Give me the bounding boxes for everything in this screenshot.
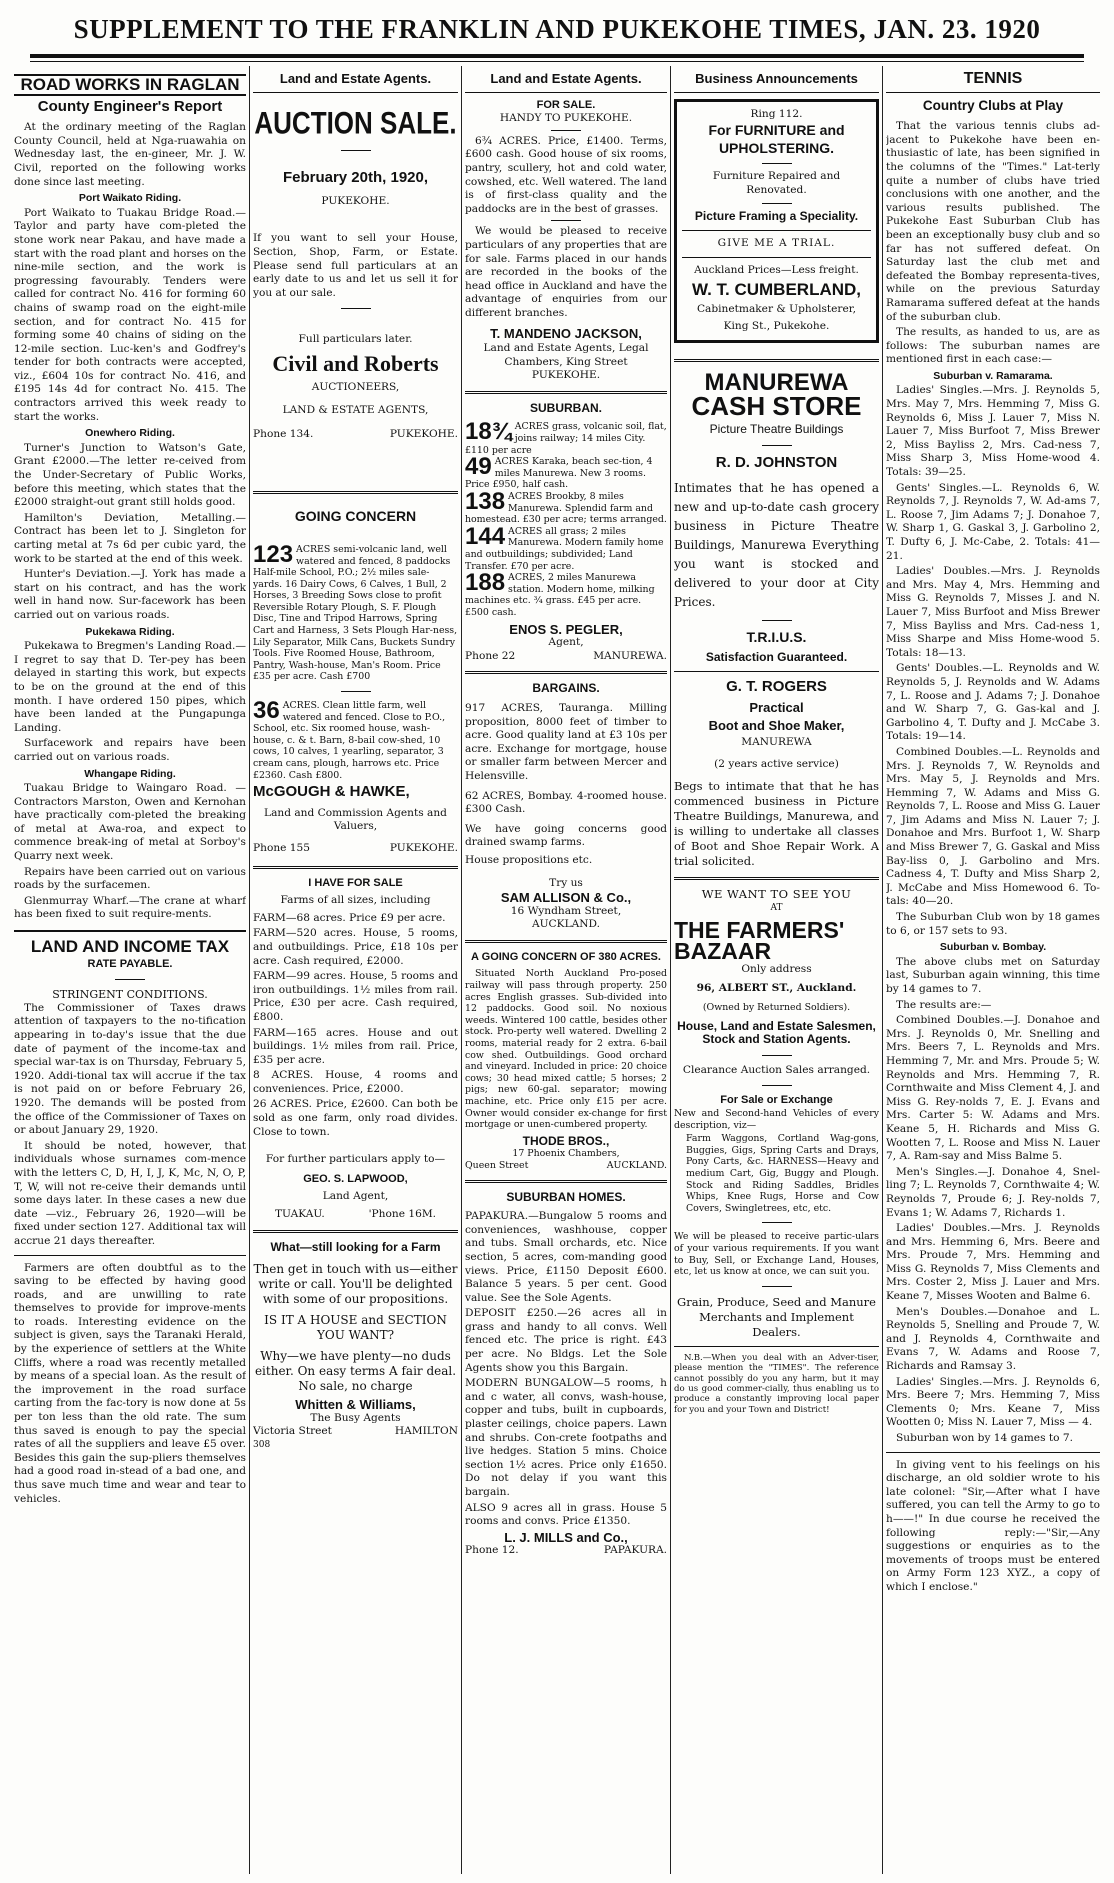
divider (253, 866, 458, 869)
divider (682, 230, 871, 231)
listing-text: 917 ACRES, Tauranga. Milling proposition, 8000 feet of timber to acre. Good quality land at £3 10s per acre. Exchange for mortgage, house or smaller farm between Mercer and Helensville. (465, 701, 667, 782)
page-number: 308 (253, 1440, 271, 1450)
ad-place: PUKEKOHE. (321, 194, 390, 207)
column-rule (882, 66, 883, 1874)
divider (14, 930, 246, 932)
ad-text: King St., Pukekohe. (723, 320, 830, 333)
divider (465, 671, 667, 674)
article-heading: ROAD WORKS IN RAGLAN (14, 74, 246, 96)
divider (465, 1180, 667, 1183)
acre-number: 138 (465, 488, 506, 516)
column-land-agents-1 (253, 70, 458, 1870)
ad-phone: Phone 12. (465, 1544, 519, 1557)
divider (341, 691, 371, 692)
paragraph: Tuakau Bridge to Waingaro Road. —Contractors Marston, Owen and Kernohan have practically com-pleted the breaking of metal at Awa-roa, and expect to commence break-ing of metal at Sorboy's Quarry next week. (14, 782, 246, 863)
ad-town: PUKEKOHE. (389, 427, 458, 440)
listing-text: ACRES semi-volcanic land, well watered and fenced, 8 paddocks Half-mile School, P.O.; 2½ miles sale-yards. 16 Dairy Cows, 6 Calves, 1 Bull, 2 Horses, 3 Breeding Sows close to profit Reversible Rotary Plough, S. F. Plough Disc, Tine and Tripod Harrows, Spring Cart and Harness, 3 Sets Plough Har-ness, Lily Separator, Milk Cans, Buckets Sundry Tools. Five Roomed House, Bathroom, Pantry, Wash-house, Man's Room. Price £35 per acre. Cash £700 (253, 543, 458, 683)
article-subheading: County Engineer's Report (37, 97, 223, 115)
divider (674, 671, 879, 672)
column-land-agents-2 (465, 70, 667, 1870)
acre-number: 188 (465, 569, 506, 597)
divider (886, 92, 1100, 93)
ad-box-cumberland (674, 99, 879, 343)
ad-text: HANDY TO PUKEKOHE. (499, 112, 633, 125)
ad-body: We would be pleased to receive particulars of any properties that are for sale. Farms placed in our hands are recorded in the books of the head office in Auckland and have the advantage of enquiries from our different branches. (465, 225, 667, 319)
ad-headline: AUCTION SALE. (254, 104, 457, 141)
ad-headline: Picture Framing a Speciality. (694, 209, 859, 224)
acre-number: 49 (465, 453, 492, 481)
article-subheading: STRINGENT CONDITIONS. (52, 988, 208, 1002)
divider (253, 92, 458, 93)
divider (674, 1346, 879, 1347)
ad-text: Clearance Auction Sales arranged. (682, 1063, 871, 1076)
paragraph: Hunter's Deviation.—J. York has made a start on his contract, and has the work well in hand now. Sur-facework has been carried out on various roads. (14, 568, 246, 621)
listing-text: FARM—520 acres. House, 5 rooms, and outbuildings. Price, £18 10s per acre. Cash required, £2000. (253, 927, 458, 967)
divider (551, 130, 581, 131)
ad-street: 16 Wyndham Street, (510, 904, 622, 917)
ad-date: February 20th, 1920, (282, 169, 429, 187)
section-heading: Suburban v. Bombay. (939, 941, 1047, 954)
divider (341, 308, 371, 309)
column-road-works (14, 70, 246, 1870)
ad-text: Farms of all sizes, including (280, 894, 431, 907)
ad-body: Begs to intimate that that he has commenced business in Picture Theatre Buildings, Manurewa, and is willing to undertake all classes of Boot and Shoe Repair Work. A trial solicited. (674, 779, 879, 869)
ad-text: IS IT A HOUSE and SECTION YOU WANT? (264, 1313, 447, 1343)
paragraph: Hamilton's Deviation, Metalling.—Contract has been let to J. Singleton for carting metal at 7s 6d per cubic yard, the work to be started at the end of this week. (14, 511, 246, 565)
listing-text: MODERN BUNGALOW—5 rooms, h and c water, all convs, wash-house, copper and tubs, built in cupboards, plaster ceilings, choice papers. Lawn and shrubs. Con-crete footpaths and live hedges. Station 5 mins. Choice section 1½ acres. Price only £1650. Do not delay if you want this bargain. (465, 1377, 667, 1498)
ad-headline: BARGAINS. (532, 681, 600, 696)
ad-text: Ring 112. (750, 107, 803, 120)
ad-firm: ENOS S. PEGLER, (509, 621, 623, 637)
ad-text: For further particulars apply to— (265, 1153, 446, 1166)
ad-town: PAPAKURA. (603, 1544, 667, 1557)
article-subheading: Country Clubs at Play (922, 97, 1064, 113)
divider (762, 445, 792, 446)
ad-headline: BAZAAR (674, 938, 772, 965)
paragraph: Repairs have been carried out on various roads by the surfacemen. (14, 865, 246, 892)
ad-headline: Satisfaction Guaranteed. (705, 649, 848, 664)
ad-town: PUKEKOHE. (531, 369, 601, 382)
divider (253, 1230, 458, 1233)
listing-text: 26 ACRES. Price, £2600. Can both be sold as one farm, only road divides. Close to town. (253, 1098, 458, 1138)
ad-text: LAND & ESTATE AGENTS, (282, 404, 429, 417)
paragraph: Combined Doubles.—J. Donahoe and Mrs. J. Reynolds 0, Mr. Snelling and Mrs. Beers 7, L. Reynolds and Mrs. Hemming 7, Mr. and Mrs. Proude 5; W. Reynolds and Mrs. Hemming 7, R. Cornthwaite and Miss Clement 4, J. and Miss G. Rey-nolds 7, E. J. Evans and Mrs. Carter 5: W. Adams and Mrs. Keane 5, H. Richards and Miss G. Wootten 7, L. Roose and Miss N. Lauer 7, A. Ram-say and Miss Balme 5. (886, 1014, 1100, 1163)
listing-text: ACRES Brookby, 8 miles Manurewa. Splendid farm and homestead. £30 per acre; terms arranged. (465, 491, 667, 526)
ad-firm: Whitten & Williams, (295, 1397, 416, 1413)
ad-text: Furniture Repaired and Renovated. (712, 170, 841, 196)
section-heading: Port Waikato Riding. (78, 192, 182, 205)
ad-text: Agent, (548, 636, 584, 649)
divider (14, 1255, 246, 1256)
paragraph: The results are:— (896, 998, 992, 1011)
ad-text: WE WANT TO SEE YOU (701, 887, 852, 902)
paragraph: Pukekawa to Bregmen's Landing Road.—I regret to say that D. Ter-pey has been delayed in starting this work, but expects to be on the ground at the end of this month. I have ordered 150 pipes, which have been landed at the Pungapunga Landing. (14, 640, 246, 734)
ad-text: 17 Phoenix Chambers, (512, 1148, 620, 1160)
listing-text: ACRES Karaka, beach sec-tion, 4 miles Manurewa. New 3 rooms. Price £950, half cash. (465, 456, 653, 491)
ad-text: Practical (749, 700, 804, 716)
article-heading: LAND AND INCOME TAX (30, 937, 230, 957)
paragraph: Port Waikato to Tuakau Bridge Road.—Taylor and party have com-pleted the stone work near Pakau, and have made a start with the road plant and horses on the nine-mile section, and the work is progressing favourably. Tenders were called for contract No. 416 for forming 60 chains of swamp road on the eight-mile section, and for contract No. 415 for forming some 40 chains of siding on the 12-mile section. Luc-ken's and Godfrey's tender for both contracts were accepted, viz., £604 10s for contract No. 416, and £195 14s 4d for contract No. 415. The contractors arrived this week ready to start the works. (14, 206, 246, 423)
ad-text: Grain, Produce, Seed and Manure Merchants and Implement Dealers. (677, 1294, 876, 1339)
ad-phone: Phone 22 (465, 649, 516, 662)
ad-headline: For Sale or Exchange (720, 1094, 833, 1107)
paragraph: It should be noted, however, that individuals whose surnames com-mence with the letters C, D, H, I, J, K, Mc, N, O, P, T, W, will not re-ceive their demands until some days later. In these cases a new due date —viz., February 26, 1920—will be fixed under section 127. Additional tax will accrue 21 days thereafter. (14, 1139, 246, 1247)
listing-text: PAPAKURA.—Bungalow 5 rooms and conveniences, washhouse, copper and tubs. Small orchards, etc. Nice section, 5 acres, com-manding good views. Price, £1150 Deposit £600. Balance 5 years. 5 per cent. Good value. See the Sole Agents. (465, 1210, 667, 1304)
listing-text: ACRES all grass; 2 miles Manurewa. Modern family home and outbuildings; subdivided; Land Transfer. £70 per acre. (465, 525, 664, 572)
ad-body: Intimates that he has opened a new and up-to-date cash grocery business in Picture Theatre Buildings, Manurewa Everything you want is stocked and delivered to your door at City Prices. (674, 481, 879, 610)
ad-firm: THODE BROS., (522, 1133, 610, 1148)
ad-text: AT (770, 903, 783, 914)
ad-text: Then get in touch with us—either write or call. You'll be delighted with some of our propositions. (253, 1262, 458, 1307)
divider (465, 391, 667, 394)
listing (465, 522, 667, 572)
listing-text: ACRES grass, volcanic soil, flat, joins railway; 14 miles City. £110 per acre (465, 421, 667, 456)
ad-body: We will be pleased to receive partic-ulars of your various requirements. If you want to Buy, Sell, or Exchange Land, Houses, etc, let us know at once, we can suit you. (674, 1231, 879, 1278)
ad-text: GIVE ME A TRIAL. (717, 236, 836, 249)
paragraph: The above clubs met on Saturday last, Suburban again winning, this time by 14 games to 7. (886, 955, 1100, 995)
paragraph: Farmers are often doubtful as to the saving to be effected by having good roads, and are unwilling to rate themselves to provide for improve-ments to roads. Interesting evidence on the subject is given, says the Taranaki Herald, by the experience of settlers at the White Cliffs, where a road was recently metalled by means of a special loan. As the result of the improvement in the road surface carting from the fac-tory is now done at 5s per ton less than the old rate. The sum thus saved is enough to pay the special rates of all the suppliers and leave £5 over. Besides this gain the sup-pliers themselves had a good road in-stead of a bad one, and thus save much time and wear and tear to vehicles. (14, 1261, 246, 1505)
divider (465, 92, 667, 93)
ad-firm: SAM ALLISON & Co., (500, 890, 632, 906)
divider (762, 203, 792, 204)
ad-street: 96, ALBERT ST., Auckland. (696, 982, 857, 995)
ad-phone: Phone 134. (253, 427, 314, 440)
ad-headline: A GOING CONCERN OF 380 ACRES. (471, 950, 661, 963)
ad-body: 6¾ ACRES. Price, £1400. Terms, £600 cash. Good house of six rooms, pantry, scullery, hot and cold water, cowshed, etc. Well watered. The land is of first-class quality and the paddocks are in the best of grasses. (465, 134, 667, 215)
acre-number: 123 (253, 540, 294, 568)
ad-body: If you want to sell your House, Section, Shop, Farm, or Estate. Please send full particulars at an early date to us and let us sell it for you at our sale. (253, 232, 458, 299)
ad-headline: GOING CONCERN (294, 508, 417, 525)
column-rule (670, 66, 671, 1874)
ad-text: Only address (741, 962, 812, 975)
ad-firm: T. MANDENO JACKSON, (490, 325, 642, 341)
ad-text: Cabinetmaker & Upholsterer, (696, 302, 857, 315)
column-heading: Business Announcements (695, 71, 858, 86)
ad-text: Land Agent, (322, 1190, 389, 1203)
listing-text: FARM—99 acres. House, 5 rooms and iron outbuildings. 1½ miles from rail. Price, £30 per acre. Cash required, £800. (253, 970, 458, 1023)
ad-text: Land and Estate Agents, Legal Chambers, King Street (483, 342, 649, 368)
column-rule (461, 66, 462, 1874)
divider (253, 491, 458, 494)
ad-headline: House, Land and Estate Salesmen, Stock and Station Agents. (677, 1018, 876, 1047)
ad-firm: R. D. JOHNSTON (715, 453, 838, 471)
paragraph: Men's Doubles.—Donahoe and L. Reynolds 5, Snelling and Proude 7, W. and J. Reynolds 4, Cornthwaite and Evans 7, W. Adams and Roose 7, Richards and Ramsay 3. (886, 1305, 1100, 1373)
ad-town: TUAKAU. (274, 1208, 325, 1221)
listing (465, 418, 667, 456)
paragraph: Ladies' Doubles.—Mrs. J. Reynolds and Mrs. Hemming 6, Mrs. Beere and Mrs. Proude 7, Mrs. Hemming and Miss G. Reynolds 7, Miss Clements and Mrs. Coster 2, Miss J. Lauer and Mrs. Keane 7, Misses Wooten and Balme 6. (886, 1222, 1100, 1303)
listing-text: FARM—68 acres. Price £9 per acre. (253, 911, 446, 924)
ad-town: AUCKLAND. (606, 1159, 667, 1171)
ad-town: MANUREWA (741, 736, 812, 749)
paragraph: Suburban won by 14 games to 7. (896, 1432, 1073, 1444)
ad-town: AUCKLAND. (531, 918, 601, 931)
ad-text: Why—we have plenty—no duds either. On easy terms A fair deal. No sale, no charge (254, 1349, 457, 1394)
paragraph: Combined Doubles.—L. Reynolds and Mrs. J. Reynolds 7, W. Reynolds and Mrs. May 5, J. Reynolds and Mrs. Hemming 7, W. Adams and Miss G. Reynolds 7, L. Roose and Miss G. Lauer 7, Jim Adams and Miss N. Lauer 7; J. Donahoe and Mrs. Burfoot 1, W. Sharp and Miss Brewer 7, G. Gaskal and Miss Bay-liss 0, J. Garbolino and Mrs. Cadness 4, T. Dufty and Miss Sharp 2, J. McCabe and Miss Homewood 6. To-tals: 40—20. (886, 745, 1100, 908)
ad-firm: L. J. MILLS and Co., (504, 1529, 628, 1545)
ad-town: HAMILTON (394, 1425, 458, 1438)
ad-text: Try us (549, 877, 583, 890)
listing-text: DEPOSIT £250.—26 acres all in grass and handy to all convs. Well fenced etc. The price is right. £43 per acre. No Bldgs. Let the Sole Agents show you this Bargain. (465, 1307, 667, 1374)
ad-phone: 'Phone 16M. (368, 1208, 437, 1221)
ad-note: Full particulars later. (298, 333, 413, 346)
divider (886, 1452, 1100, 1453)
listing-text: We have going concerns good drained swamp farms. (465, 822, 667, 849)
column-rule (249, 66, 250, 1874)
listing (465, 453, 667, 491)
ad-headline: SUBURBAN HOMES. (506, 1189, 626, 1204)
paragraph: Glenmurray Wharf.—The crane at wharf has been fixed to suit require-ments. (14, 894, 246, 921)
ad-street: Queen Street (465, 1159, 529, 1171)
ad-text: Picture Theatre Buildings (709, 422, 844, 437)
paragraph: Ladies' Singles.—Mrs. J. Reynolds 5, Mrs. May 7, Mrs. Hemming 7, Miss G. Reynolds 6, Miss J. Lauer 7, Miss N. Lauer 7, Miss Burfoot 7, Miss Brewer 2, Miss Bayliss 2, Mrs. Cad-ness 7, Miss Sharp 3, Miss Home-wood 4. Totals: 39—25. (886, 384, 1100, 479)
ad-text: Land and Commission Agents and Valuers, (264, 806, 447, 833)
masthead-rule (30, 54, 1084, 58)
divider (682, 257, 871, 258)
acre-number: 18¾ (465, 418, 512, 446)
ad-firm: McGOUGH & HAWKE, (253, 783, 410, 801)
listing-text: 8 ACRES. House, 4 rooms and conveniences. Price, £2000. (253, 1069, 458, 1095)
column-tennis (886, 70, 1100, 1870)
paragraph: The Commissioner of Taxes draws attention of taxpayers to the no-tification appearing in to-day's issue that the due date of payment of the income-tax and special war-tax is on Thursday, February 5, 1920. Addi-tional tax will accrue if the tax is not paid on or before February 26, 1920. The demands will be posted from the office of the Commissioner of Taxes on or about January 29, 1920. (14, 1001, 246, 1137)
divider (465, 940, 667, 943)
divider (762, 1085, 792, 1086)
ad-headline: What—still looking for a Farm (270, 1239, 441, 1254)
ad-headline: T.R.I.U.S. (746, 629, 807, 646)
ad-text: Boot and Shoe Maker, (708, 717, 845, 733)
paragraph: Ladies' Singles.—Mrs. J. Reynolds 6, Mrs. Beere 7; Mrs. Hemming 7, Miss Clements 0; Mrs. Keane 7, Miss Wootten 0; Miss N. Lauer 7, Miss — 4. (886, 1375, 1100, 1429)
divider (674, 359, 879, 362)
divider (115, 979, 145, 980)
section-heading: Onewhero Riding. (85, 427, 175, 440)
paragraph: Turner's Junction to Watson's Gate, Grant £2000.—The letter re-ceived from the Under-Secretary of Public Works, before this meeting, which states that the £2000 straight-out grant still holds good. (14, 441, 246, 509)
masthead: SUPPLEMENT TO THE FRANKLIN AND PUKEKOHE TIMES, JAN. 23. 1920 (73, 14, 1041, 44)
ad-body: Farm Waggons, Cortland Wag-gons, Buggies, Gigs, Spring Carts and Drays, Pony Carts, &c. HARNESS—Heavy and medium Cart, Gig, Buggy and Plough. Stock and Riding Saddles, Bridles Whips, Knee Rugs, Horse and Cow Covers, Swingletrees, etc, etc. (686, 1133, 879, 1214)
ad-headline: THE FARMERS' (674, 916, 845, 943)
ad-headline: MANUREWA (704, 368, 849, 396)
ad-text: (2 years active service) (714, 757, 839, 770)
ad-headline: I HAVE FOR SALE (308, 876, 403, 889)
divider (762, 163, 792, 164)
listing (465, 569, 667, 618)
ad-text: The Busy Agents (310, 1411, 401, 1424)
ad-text: (Owned by Returned Soldiers). (702, 1002, 851, 1014)
ad-firm: Civil and Roberts (272, 350, 439, 376)
listing-text: ALSO 9 acres all in grass. House 5 rooms and convs. Price £1350. (465, 1501, 667, 1528)
paragraph: In giving vent to his feelings on his discharge, an old soldier wrote to his late colonel: "Sir,—After what I have suffered, you can tell the Army to go to h——!" In due course he received the following reply:—"Sir,—Any suggestions or enquiries as to the movements of troops must be entered on Army Form 123 XYZ., a copy of which I enclose." (886, 1458, 1100, 1593)
divider (762, 1222, 792, 1223)
column-heading: Land and Estate Agents. (279, 71, 432, 86)
notice: N.B.—When you deal with an Adver-tiser, please mention the "TIMES". The reference cannot possibly do you any harm, but it may do us good commer-cially, thus enabling us to produce a constantly improving local paper for you and your Town and District! (674, 1352, 879, 1415)
paragraph: The results, as handed to us, are as follows: The suburban names are mentioned first in each case:— (886, 326, 1100, 366)
listing (465, 488, 667, 526)
ad-headline: SUBURBAN. (530, 400, 602, 415)
listing (253, 697, 458, 781)
paragraph: Surfacework and repairs have been carried out on various roads. (14, 737, 246, 763)
paragraph: At the ordinary meeting of the Raglan County Council, held at Nga-ruawahia on Wednesday last, the en-gineer, Mr. J. W. Civil, reported on the following works done since last meeting. (14, 121, 246, 188)
article-heading: TENNIS (963, 70, 1023, 87)
divider (762, 1055, 792, 1056)
divider (762, 1286, 792, 1287)
masthead-rule-thin (30, 61, 1084, 62)
listing-text: ACRES. Clean little farm, well watered and fenced. Close to P.O., School, etc. Six roomed house, wash-house, c. & t. Barn, 8-bail cow-shed, 10 cows, 10 calves, 1 yearling, separator, 3 cream cans, plough, harrows etc. Price £2360. Cash £800. (253, 700, 446, 781)
section-heading: Pukekawa Riding. (85, 625, 175, 638)
article-subheading: RATE PAYABLE. (87, 957, 173, 970)
divider (762, 620, 792, 621)
paragraph: Gents' Doubles.—L. Reynolds and W. Reynolds 5, J. Reynolds and W. Adams 7, L. Roose and J. Adams 7; J. Donahoe and W. Sharp 7, G. Gas-kal and J. Garbolino 4, T. Dufty and J. McCabe 3. Totals: 19—14. (886, 662, 1100, 743)
column-business (674, 70, 879, 1870)
listing-text: ACRES, 2 miles Manurewa station. Modern home, milking machines etc. ¾ grass. £45 per acre. £500 cash. (465, 572, 655, 618)
ad-town: MANUREWA. (593, 649, 667, 662)
listing (253, 540, 458, 683)
paragraph: Gents' Singles.—L. Reynolds 6, W. Reynolds 7, J. Reynolds 7, W. Ad-ams 7, L. Roose 7, Jim Adams 7; J. Donahoe 7, W. Sharp 1, G. Gaskal 3, J. Garbolino 2, T. Dufty 6, J. Mc-Cabe, 2. Totals: 41—21. (886, 481, 1100, 562)
divider (674, 877, 879, 880)
acre-number: 36 (253, 697, 280, 725)
section-heading: Whangape Riding. (84, 767, 176, 780)
ad-phone: Phone 155 (253, 841, 311, 854)
paragraph: That the various tennis clubs ad-jacent to Pukekohe have been en-thusiastic of late, has been signified in the columns of the "Times." Lat-terly quite a number of clubs have tried conclusions with one another, and the various results published. The Pukekohe East Suburban Club has been an exceptionally busy club and so far has not suffered defeat. On Saturday last the club met and defeated the Bombay representa-tives, while on the previous Saturday Ramarama suffered defeat at the hands of the suburban club. (886, 120, 1100, 323)
paragraph: Men's Singles.—J. Donahoe 4, Snel-ling 7; L. Reynolds 7, Cornthwaite 4; W. Reynolds 7, Proude 6; J. Rey-nolds 7, Evans 1; W. Adams 7, Richards 1. (886, 1165, 1100, 1219)
section-heading: Suburban v. Ramarama. (933, 369, 1053, 382)
divider (341, 150, 371, 151)
ad-firm: G. T. ROGERS (726, 677, 827, 695)
ad-headline: CASH STORE (691, 390, 862, 421)
ad-headline: FOR SALE. (536, 98, 596, 111)
listing-text: 62 ACRES, Bombay. 4-roomed house. £300 Cash. (465, 789, 667, 816)
divider (674, 92, 879, 93)
listing-text: FARM—165 acres. House and out buildings. 1½ miles from rail. Price, £35 per acre. (253, 1026, 458, 1066)
paragraph: The Suburban Club won by 18 games to 6, or 157 sets to 93. (886, 911, 1100, 937)
ad-headline: For FURNITURE and UPHOLSTERING. (708, 122, 845, 157)
ad-body: Situated North Auckland Pro-posed railway will pass through property. 250 acres English grasses. Sub-divided into 12 paddocks. Good soil. No noxious weeds. Wintered 100 cattle, besides other stock. Pro-perty well watered. Dwelling 2 rooms, material ready for 2 extra. 6-bail cow shed. Outbuildings. Good orchard and vineyard. Included in price: 20 choice cows; 30 head mixed cattle; 5 horses; 2 pigs; new 60-gal. separator; mowing machine, etc. Price only £15 per acre. Owner would consider ex-change for first mortgage or unen-cumbered property. (465, 968, 667, 1131)
divider (551, 220, 581, 221)
acre-number: 144 (465, 522, 506, 550)
ad-firm: W. T. CUMBERLAND, (691, 280, 862, 300)
ad-street: Victoria Street (253, 1425, 332, 1438)
column-heading: Land and Estate Agents. (490, 71, 642, 86)
ad-body: New and Second-hand Vehicles of every description, viz— (674, 1108, 879, 1131)
ad-town: PUKEKOHE. (389, 841, 458, 854)
listing-text: House propositions etc. (465, 853, 593, 866)
paragraph: Ladies' Doubles.—Mrs. J. Reynolds and Mrs. May 4, Mrs. Hemming and Miss G. Reynolds 7, Misses J. and N. Lauer 7, Miss Burfoot and Miss Brewer 7, Miss Bayliss and Mrs. Cad-ness 1, Miss Sharpe and Miss Home-wood 5. Totals: 18—13. (886, 565, 1100, 659)
ad-text: Auckland Prices—Less freight. (694, 263, 859, 276)
ad-firm: GEO. S. LAPWOOD, (303, 1172, 408, 1185)
ad-text: AUCTIONEERS, (311, 380, 400, 393)
